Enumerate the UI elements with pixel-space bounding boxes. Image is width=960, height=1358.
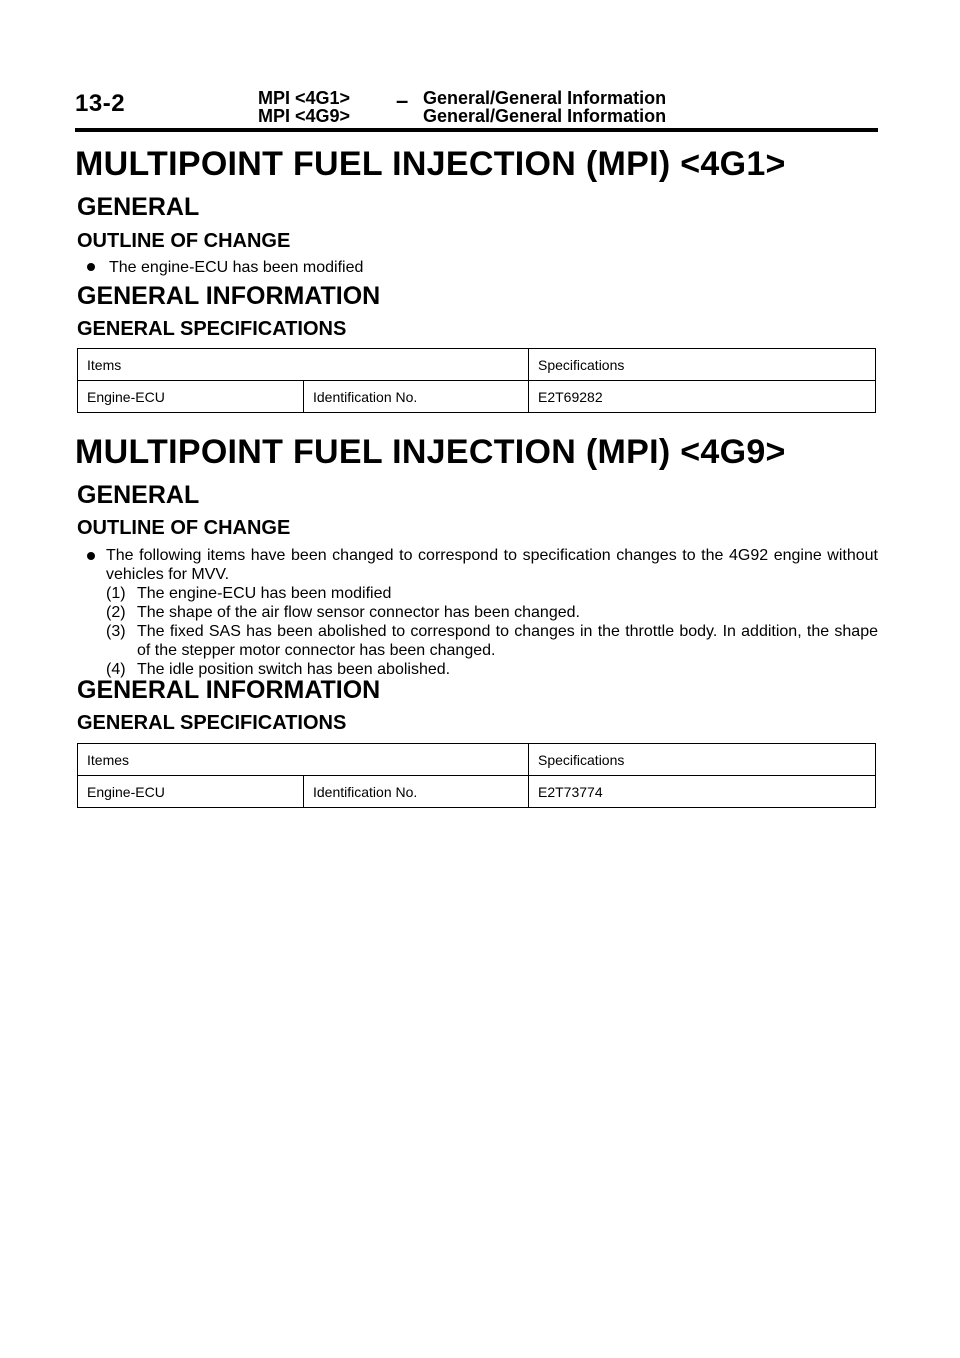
outline-body-4g9 (106, 546, 878, 679)
info-heading-4g1: GENERAL INFORMATION (77, 282, 381, 310)
bullet-item-4g1 (87, 259, 363, 277)
page-number: 13-2 (75, 90, 126, 117)
header-line-1-right: General/General Information (423, 88, 667, 108)
bullet-text-4g1: The engine-ECU has been modified (109, 259, 364, 276)
list-item-number: (4) (106, 661, 126, 678)
header-rule (75, 128, 878, 132)
spec-table-4g9 (77, 743, 876, 808)
list-item-number: (2) (106, 604, 126, 621)
list-item (106, 622, 878, 660)
table-cell-value: E2T69282 (529, 381, 876, 413)
table-header-row (78, 349, 876, 381)
list-item-text: The fixed SAS has been abolished to correspond to changes in the throttle body. In addition, the shape of the stepper motor connector has been changed. (137, 623, 878, 659)
header-subsection-titles (423, 89, 666, 125)
bullet-icon (87, 552, 95, 560)
header-section-titles (258, 89, 350, 125)
table-cell-item: Engine-ECU (78, 381, 304, 413)
table-header-items: Itemes (78, 744, 529, 776)
table-header-specs: Specifications (529, 349, 876, 381)
table-cell-sub: Identification No. (304, 776, 529, 808)
list-item-number: (1) (106, 585, 126, 602)
table-cell-value: E2T73774 (529, 776, 876, 808)
section-title-4g1: MULTIPOINT FUEL INJECTION (MPI) <4G1> (75, 145, 786, 183)
general-heading-4g1: GENERAL (77, 193, 200, 221)
info-heading-4g9: GENERAL INFORMATION (77, 676, 381, 704)
bullet-text-4g9: The following items have been changed to correspond to specification changes to the 4G92 engine without vehicles for MVV. (106, 547, 878, 583)
spec-heading-4g9: GENERAL SPECIFICATIONS (77, 712, 347, 734)
bullet-icon (87, 263, 95, 271)
header-line-2-right: General/General Information (423, 106, 667, 126)
header-line-1-left: MPI <4G1> (258, 88, 351, 108)
table-header-items: Items (78, 349, 529, 381)
spec-heading-4g1: GENERAL SPECIFICATIONS (77, 318, 347, 340)
list-item (106, 584, 878, 603)
spec-table-4g1 (77, 348, 876, 413)
section-title-4g9: MULTIPOINT FUEL INJECTION (MPI) <4G9> (75, 433, 786, 471)
outline-heading-4g1: OUTLINE OF CHANGE (77, 230, 291, 252)
list-item-number: (3) (106, 623, 126, 640)
table-cell-item: Engine-ECU (78, 776, 304, 808)
list-item-text: The shape of the air flow sensor connector has been changed. (137, 604, 580, 621)
header-dash: – (396, 88, 409, 113)
table-header-row (78, 744, 876, 776)
general-heading-4g9: GENERAL (77, 481, 200, 509)
outline-heading-4g9: OUTLINE OF CHANGE (77, 517, 291, 539)
table-header-specs: Specifications (529, 744, 876, 776)
list-item (106, 603, 878, 622)
list-item-text: The engine-ECU has been modified (137, 585, 392, 602)
header-line-2-left: MPI <4G9> (258, 106, 351, 126)
table-row (78, 381, 876, 413)
list-item-text: The idle position switch has been abolished. (137, 661, 451, 678)
table-cell-sub: Identification No. (304, 381, 529, 413)
table-row (78, 776, 876, 808)
